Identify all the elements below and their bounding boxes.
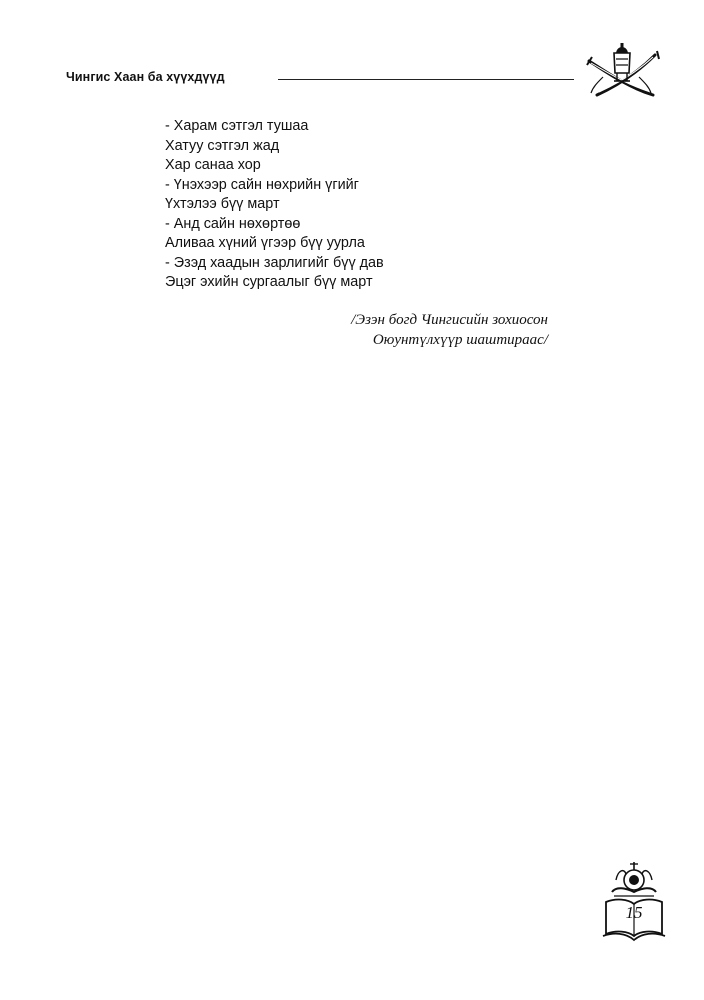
poem-line: - Харам сэтгэл тушаа xyxy=(165,118,309,134)
poem-line: Үхтэлээ бүү март xyxy=(165,196,280,212)
poem-line: - Үнэхээр сайн нөхрийн үгийг xyxy=(165,176,359,193)
header-rule xyxy=(278,79,574,80)
page-number: 15 xyxy=(625,903,643,922)
poem-line: Хатуу сэтгэл жад xyxy=(165,137,280,154)
poem-line: - Эзэд хаадын зарлигийг бүү дав xyxy=(165,254,384,271)
poem-line: - Анд сайн нөхөртөө xyxy=(165,215,301,232)
running-head: Чингис Хаан ба хүүхдүүд xyxy=(66,70,225,84)
crossed-swords-helmet-icon xyxy=(583,43,661,101)
poem xyxy=(165,117,384,293)
attribution xyxy=(351,310,548,350)
open-book-emblem-icon xyxy=(600,858,668,944)
attribution-line-2: Оюунтүлхүүр шаштираас/ xyxy=(372,332,548,348)
poem-line: Хар санаа хор xyxy=(165,157,261,173)
poem-line: Аливаа хүний үгээр бүү уурла xyxy=(165,235,365,251)
poem-line: Эцэг эхийн сургаалыг бүү март xyxy=(165,274,373,290)
attribution-line-1: /Эзэн богд Чингисийн зохиосон xyxy=(351,312,548,328)
